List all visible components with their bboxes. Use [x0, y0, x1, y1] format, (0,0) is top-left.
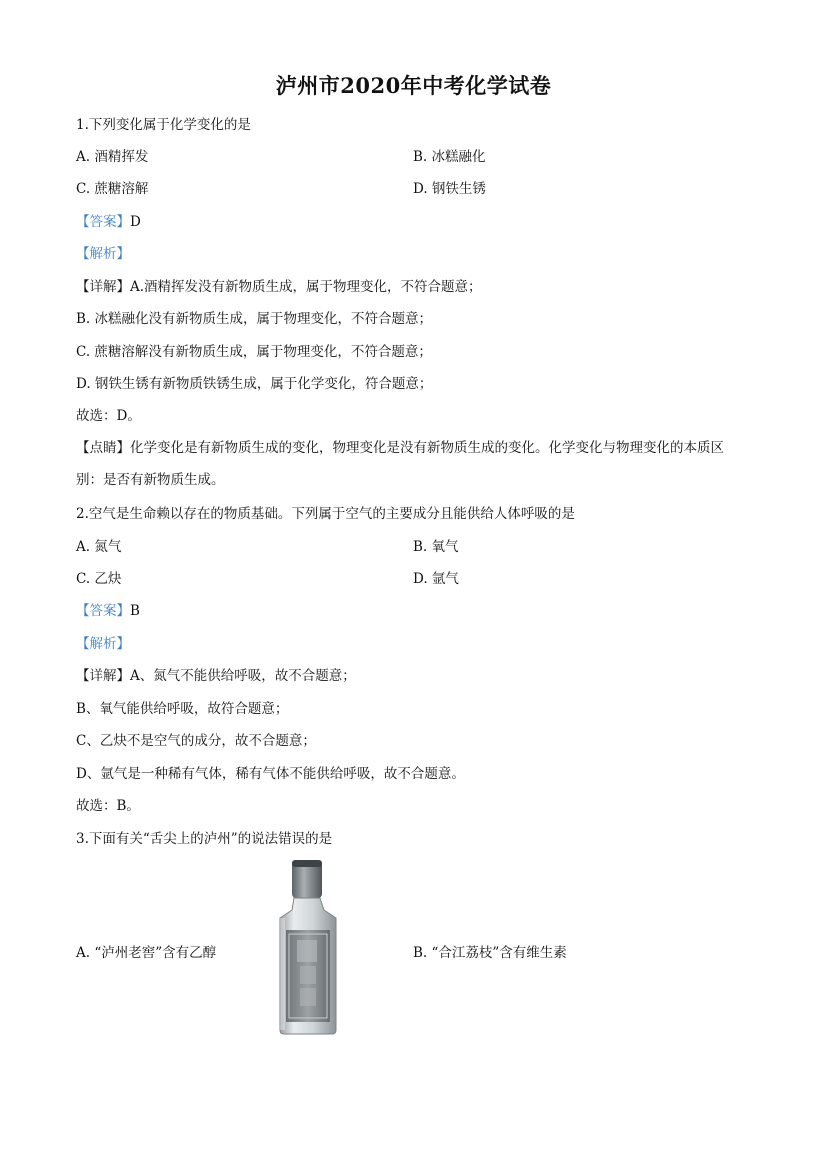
page-title: 泸州市2020年中考化学试卷: [275, 73, 552, 98]
q1-detail-3: C. 蔗糖溶解没有新物质生成，属于物理变化，不符合题意；: [76, 344, 432, 360]
q2-option-c: C. 乙炔: [76, 571, 122, 587]
q2-detail-2: B、氧气能供给呼吸，故符合题意；: [76, 701, 289, 717]
q1-analysis-tag: 【解析】: [76, 246, 130, 262]
q2-detail-1: 【详解】A、氮气不能供给呼吸，故不合题意；: [76, 668, 356, 684]
q2-detail-3: C、乙炔不是空气的成分，故不合题意；: [76, 733, 316, 749]
q1-stem: 1.下列变化属于化学变化的是: [76, 117, 251, 133]
q1-choose: 故选：D。: [76, 408, 141, 424]
q1-detail-4: D. 钢铁生锈有新物质铁锈生成，属于化学变化，符合题意；: [76, 376, 433, 392]
q1-detail-2: B. 冰糕融化没有新物质生成，属于物理变化，不符合题意；: [76, 311, 433, 327]
q2-stem: 2.空气是生命赖以存在的物质基础。下列属于空气的主要成分且能供给人体呼吸的是: [76, 506, 575, 522]
q2-choose: 故选：B。: [76, 798, 140, 814]
q2-answer-tag: 【答案】: [76, 603, 130, 619]
q2-option-a: A. 氮气: [76, 539, 122, 555]
q3-option-b: B. “合江荔枝”含有维生素: [413, 945, 567, 961]
q2-answer: [76, 602, 140, 620]
q1-option-c: C. 蔗糖溶解: [76, 181, 149, 197]
liquor-bottle-image: [270, 858, 346, 1036]
q1-option-d: D. 钢铁生锈: [413, 181, 486, 197]
q1-answer-tag: 【答案】: [76, 214, 130, 230]
q1-comment: 【点睛】化学变化是有新物质生成的变化，物理变化是没有新物质生成的变化。化学变化与物理变化的本质区别：是否有新物质生成。: [76, 440, 724, 488]
q1-option-a: A. 酒精挥发: [76, 149, 149, 165]
q3-stem: 3.下面有关“舌尖上的泸州”的说法错误的是: [76, 831, 333, 847]
q1-answer-value: D: [130, 214, 141, 230]
q2-detail-4: D、氩气是一种稀有气体，稀有气体不能供给呼吸，故不合题意。: [76, 766, 465, 782]
q1-detail-1: 【详解】A.酒精挥发没有新物质生成，属于物理变化，不符合题意；: [76, 279, 482, 295]
q2-answer-value: B: [130, 603, 140, 619]
q1-option-b: B. 冰糕融化: [413, 149, 486, 165]
q2-analysis-tag: 【解析】: [76, 636, 130, 652]
q2-option-b: B. 氧气: [413, 539, 459, 555]
q2-option-d: D. 氩气: [413, 571, 459, 587]
q3-option-a: A. “泸州老窖”含有乙醇: [76, 945, 217, 961]
q1-answer: [76, 213, 141, 231]
